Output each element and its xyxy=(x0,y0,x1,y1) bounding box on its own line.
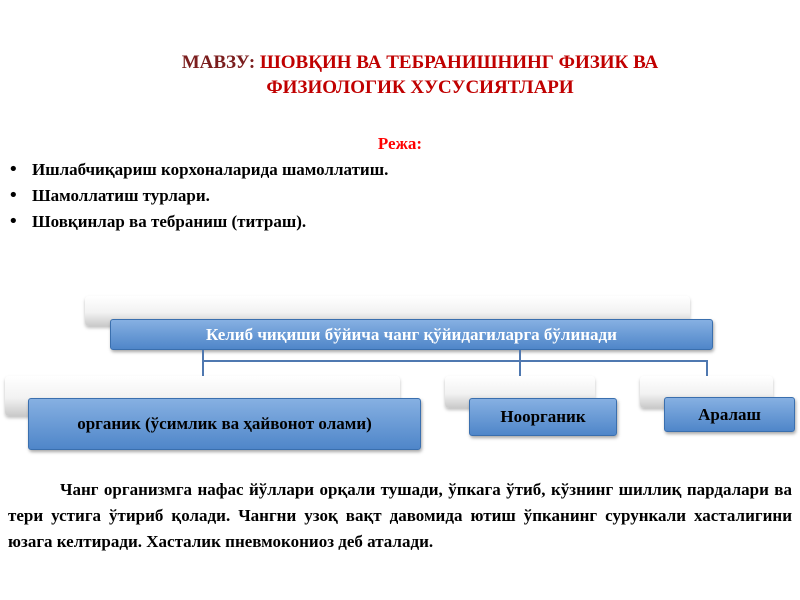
connector-line xyxy=(519,350,521,377)
title-main-1: ШОВҚИН ВА ТЕБРАНИШНИНГ ФИЗИК ВА xyxy=(259,52,659,73)
child-node-mixed: Аралаш xyxy=(664,397,795,432)
connector-line xyxy=(202,350,204,377)
connector-line xyxy=(706,360,708,377)
plan-item: • Шовқинлар ва тебраниш (титраш). xyxy=(8,209,388,235)
plan-heading: Режа: xyxy=(377,134,423,153)
title-separator: : xyxy=(248,52,260,73)
plan-list xyxy=(8,157,388,235)
title-prefix: МАВЗУ xyxy=(181,52,249,73)
connector-line xyxy=(202,360,708,362)
title-line-1 xyxy=(100,50,740,75)
body-paragraph: Чанг организмга нафас йўллари орқали тушади, ўпкага ўтиб, кўзнинг шиллиқ пардалари ва тери устига ўтириб қолади. Чангни узоқ вақт давомида ютиш ўпканинг сурункали хасталигини юзага келтиради. Хасталик пневмокониоз деб аталади. xyxy=(8,480,792,551)
child-node-organic: органик (ўсимлик ва ҳайвонот олами) xyxy=(28,398,421,450)
slide-title xyxy=(100,50,740,100)
title-line-2: ФИЗИОЛОГИК ХУСУСИЯТЛАРИ xyxy=(266,77,574,98)
root-node: Келиб чиқиши бўйича чанг қўйидагиларга бўлинади xyxy=(110,319,713,350)
plan-item: • Шамоллатиш турлари. xyxy=(8,183,388,209)
plan-item: • Ишлабчиқариш корхоналарида шамоллатиш. xyxy=(8,157,388,183)
child-node-inorganic: Ноорганик xyxy=(469,398,617,436)
